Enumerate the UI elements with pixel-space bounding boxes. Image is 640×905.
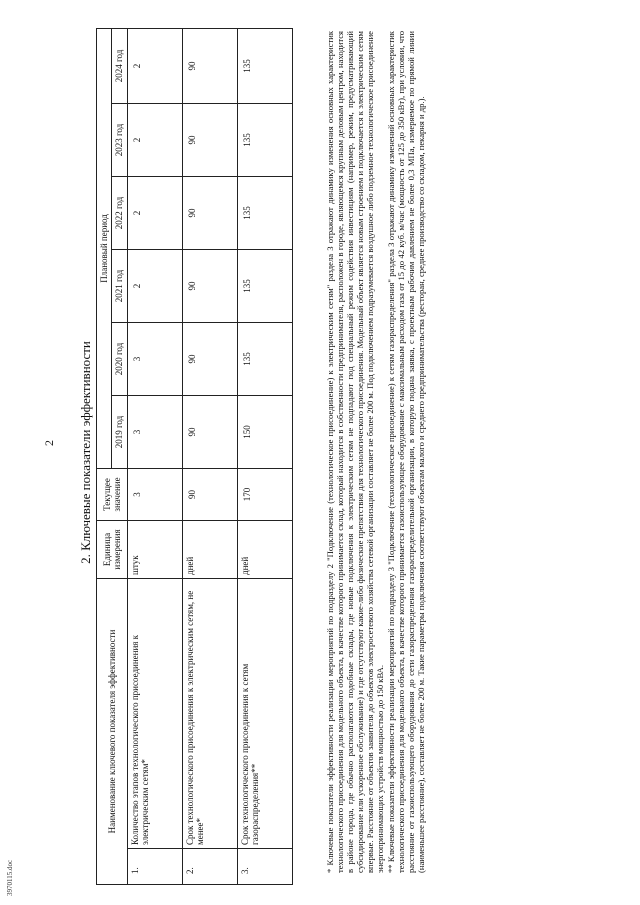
table-row — [182, 28, 237, 884]
header-year: 2019 год — [112, 396, 127, 469]
row-value: 135 — [237, 323, 292, 396]
row-value: 90 — [182, 250, 237, 323]
header-year: 2020 год — [112, 323, 127, 396]
row-current: 3 — [127, 469, 182, 521]
row-value: 135 — [237, 250, 292, 323]
section-title: 2. Ключевые показатели эффективности — [78, 341, 93, 564]
header-year: 2021 год — [112, 250, 127, 323]
row-value: 3 — [127, 323, 182, 396]
row-value: 90 — [182, 28, 237, 103]
document-code: 3970115.doc — [6, 859, 14, 896]
row-value: 135 — [237, 104, 292, 177]
footnote-gas: ** Ключевые показатели эффективности реализации мероприятий по подразделу 3 "Подключение (технологическое присоединение) к сетям газораспределения" раздела 3 отражают динамику изменений основных характеристик технологического присоединения для модельного объекта, в качестве которого принимается газоиспользующее оборудование с максимальным расходом газа от 15 до 42 куб. м/час (мощность от 125 до 350 кВт), при условии, что расстояние от газоиспользующего оборудования до сети газораспределения газораспределительной организации, в которую подана заявка, с проектным рабочим давлением не более 0,3 МПа, измеряемое по прямой линии (наименьшее расстояние), составляет не более 200 м. Такие параметры подключения соответствуют объектам малого и среднего предпринимательства (ресторан, среднее производство со складом, пекарня и др.). — [385, 31, 426, 873]
row-name: Количество этапов технологического присоединения к электрическим сетям* — [127, 579, 182, 849]
header-year: 2024 год — [112, 28, 127, 103]
header-unit: Единица измерения — [97, 521, 128, 579]
row-value: 3 — [127, 396, 182, 469]
header-year: 2023 год — [112, 104, 127, 177]
row-value: 2 — [127, 104, 182, 177]
header-name: Наименование ключевого показателя эффективности — [97, 579, 128, 885]
row-value: 135 — [237, 177, 292, 250]
header-current: Текущее значение — [97, 469, 128, 521]
row-current: 90 — [182, 469, 237, 521]
row-index: 3. — [237, 849, 292, 885]
row-value: 2 — [127, 177, 182, 250]
table-row — [237, 28, 292, 884]
footnote-electric: * Ключевые показатели эффективности реализации мероприятий по подразделу 2 "Подключение (технологическое присоединение) к электрическим сетям" раздела 3 отражают динамику изменения основных характеристик технологического присоединения для модельного объекта, в качестве которого принимается склад, который находится в собственности предпринимателя, расположен в городе, являющемся крупным деловым центром, находится в районе города, где обычно располагаются подобные склады, где новые подключения к электрическим сетям не подпадают под специальный режим содействия инвестициям (например, режим, предусматривающий субсидирование или ускоренное обслуживание) и где отсутствуют какие-либо физические препятствия для технологического присоединения. Модельный объект является новым строением и подключается к электрическим сетям впервые. Расстояние от объектов заявителя до объектов электросетевого хозяйства сетевой организации составляет не более 200 м. Под подключением подразумевается воздушное либо подземное технологическое присоединение энергопринимающих устройств мощностью до 150 кВА. — [325, 31, 385, 873]
row-value: 2 — [127, 250, 182, 323]
header-year: 2022 год — [112, 177, 127, 250]
row-name: Срок технологического присоединения к сетям газораспределения** — [237, 579, 292, 849]
table-row — [127, 28, 182, 884]
row-index: 1. — [127, 849, 182, 885]
kpi-table — [96, 28, 293, 885]
row-value: 90 — [182, 177, 237, 250]
footnotes — [326, 31, 428, 873]
row-current: 170 — [237, 469, 292, 521]
page-number: 2 — [42, 440, 56, 446]
row-value: 2 — [127, 28, 182, 103]
row-value: 135 — [237, 28, 292, 103]
row-value: 90 — [182, 396, 237, 469]
header-planned: Плановый период — [97, 28, 112, 468]
row-unit: дней — [237, 521, 292, 579]
row-index: 2. — [182, 849, 237, 885]
row-name: Срок технологического присоединения к электрическим сетям, не менее* — [182, 579, 237, 849]
row-value: 150 — [237, 396, 292, 469]
row-value: 90 — [182, 104, 237, 177]
row-unit: дней — [182, 521, 237, 579]
row-unit: штук — [127, 521, 182, 579]
row-value: 90 — [182, 323, 237, 396]
